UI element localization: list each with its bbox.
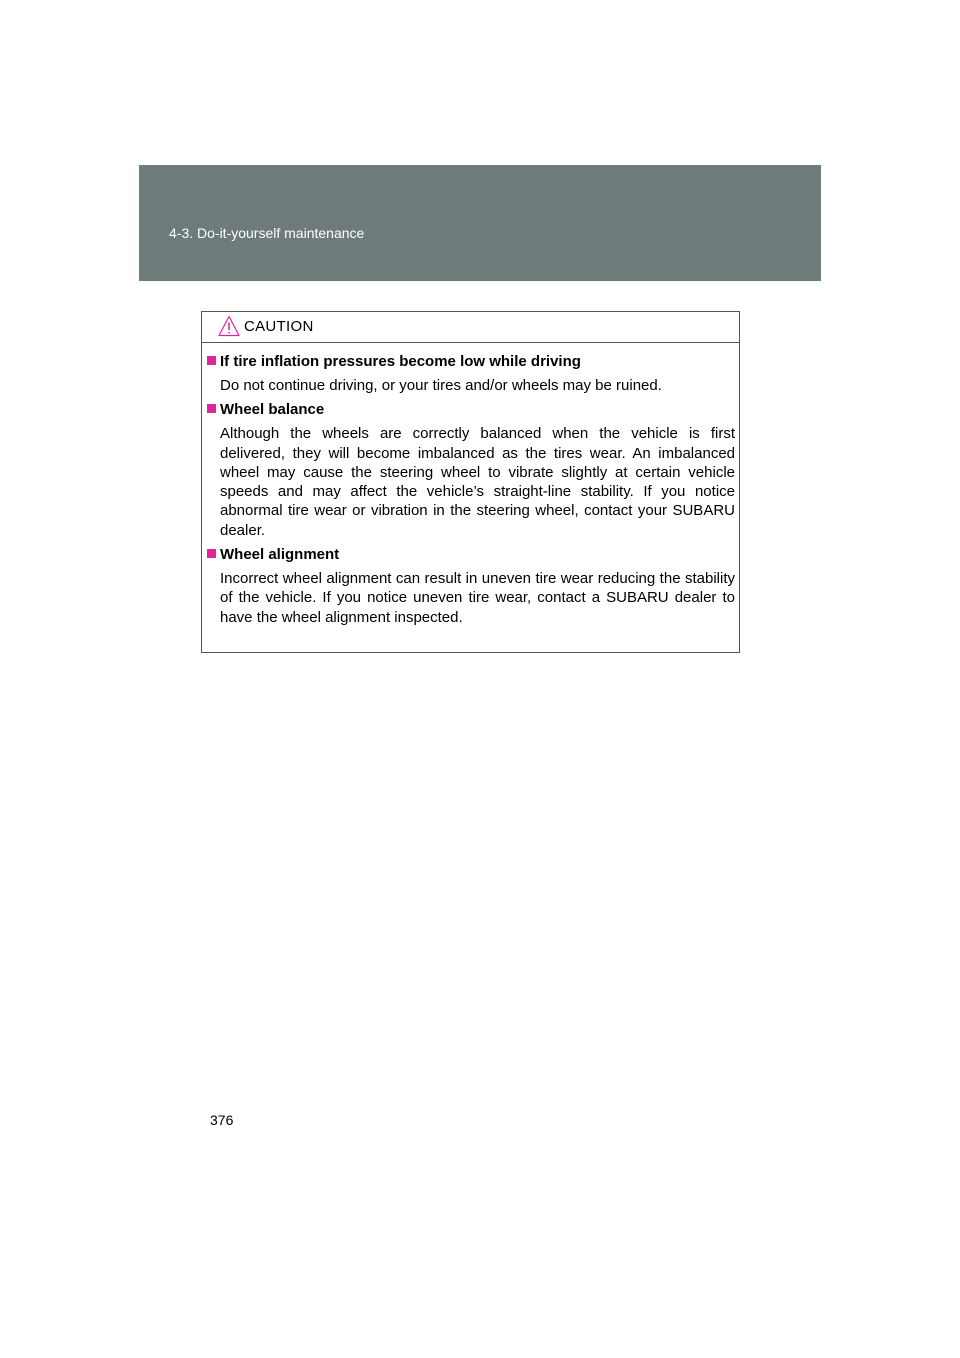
square-bullet-icon [207,549,216,558]
item-title: Wheel balance [220,401,325,419]
caution-header [202,312,739,343]
square-bullet-icon [207,404,216,413]
caution-item-wheel-balance [202,400,741,540]
item-text: Incorrect wheel alignment can result in uneven tire wear reducing the stability of the vehicle. If you notice uneven tire wear, contact a SUBARU dealer to have the wheel alignment inspected. [220,570,735,626]
item-text: Do not continue driving, or your tires and/or wheels may be ruined. [220,377,662,394]
item-title: Wheel alignment [220,546,340,564]
page-number: 376 [210,1112,234,1128]
item-title: If tire inflation pressures become low while driving [220,353,581,370]
caution-item-wheel-alignment [202,545,741,627]
caution-body [202,352,741,632]
caution-item-tire-pressure [202,352,741,395]
header-band [139,165,821,281]
section-title: 4-3. Do-it-yourself maintenance [169,225,365,241]
square-bullet-icon [207,356,216,365]
caution-label: CAUTION [244,318,314,335]
warning-triangle-icon [218,315,240,337]
item-text: Although the wheels are correctly balanced when the vehicle is first delivered, they will become imbalanced as the tires wear. An imbalanced wheel may cause the steering wheel to vibrate slightly at certain vehicle speeds and may affect the vehicle’s straight-line stability. If you notice abnormal tire wear or vibration in the steering wheel, contact your SUBARU dealer. [220,425,735,539]
caution-box [201,311,740,653]
